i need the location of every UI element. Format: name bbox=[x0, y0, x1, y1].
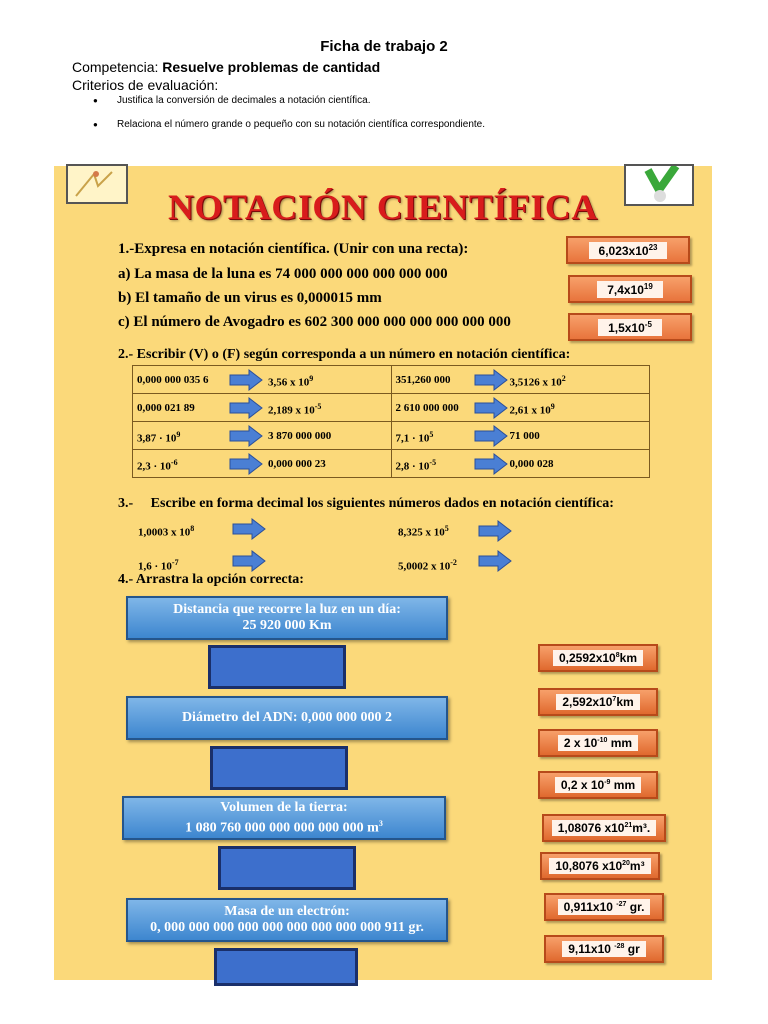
criterio-item: ● Relaciona el número grande o pequeño con su notación científica correspondiente. bbox=[93, 119, 486, 130]
right-arrow-icon bbox=[229, 397, 263, 419]
right-arrow-icon[interactable] bbox=[232, 550, 266, 572]
competencia-value: Resuelve problemas de cantidad bbox=[162, 59, 381, 75]
drag-option[interactable]: 2 x $10^{-10}$ mm bbox=[538, 729, 658, 757]
section1-option[interactable]: $6,023x10^{23}$ bbox=[566, 236, 690, 264]
right-arrow-icon bbox=[229, 369, 263, 391]
right-arrow-icon bbox=[229, 425, 263, 447]
table-cell[interactable]: 0,000 021 89 2,189 x $10^{-5}$ bbox=[133, 394, 392, 422]
drag-option[interactable]: 1,08076 $x10^{21}m^3$. bbox=[542, 814, 666, 842]
right-arrow-icon bbox=[474, 425, 508, 447]
table-row bbox=[133, 394, 650, 422]
table-row bbox=[133, 422, 650, 450]
table-cell[interactable]: 2 610 000 000 2,61 x $10^9$ bbox=[391, 394, 650, 422]
drag-option[interactable]: 9,11x10 $^{-28}$ gr bbox=[544, 935, 664, 963]
section3-heading: 3.- Escribe en forma decimal los siguientes números dados en notación científica: bbox=[118, 496, 614, 511]
table-cell[interactable]: $2,3 \cdot 10^{-6}$ 0,000 000 23 bbox=[133, 450, 392, 478]
poster-title: NOTACIÓN CIENTÍFICA bbox=[168, 187, 598, 227]
section1-heading: 1.-Expresa en notación científica. (Unir con una recta): bbox=[118, 241, 469, 257]
section3-item: 8,325 x $10^5$ bbox=[398, 524, 449, 539]
right-arrow-icon bbox=[474, 397, 508, 419]
right-arrow-icon[interactable] bbox=[478, 520, 512, 542]
section4-heading: 4.- Arrastra la opción correcta: bbox=[118, 572, 304, 587]
drop-slot[interactable] bbox=[210, 746, 348, 790]
right-arrow-icon[interactable] bbox=[478, 550, 512, 572]
drag-option[interactable]: 0,2 x $10^{-9}$ mm bbox=[538, 771, 658, 799]
section2-heading: 2.- Escribir (V) o (F) según corresponda a un número en notación científica: bbox=[118, 347, 571, 362]
worksheet-poster bbox=[54, 166, 712, 980]
worksheet-title: Ficha de trabajo 2 bbox=[320, 38, 448, 55]
section1-option[interactable]: $7,4x10^{19}$ bbox=[568, 275, 692, 303]
section3-item: $1,6 \cdot 10^{-7}$ bbox=[138, 558, 179, 573]
table-cell[interactable]: $3,87 \cdot 10^9$ 3 870 000 000 bbox=[133, 422, 392, 450]
criterios-heading: Criterios de evaluación: bbox=[72, 77, 219, 93]
drag-option[interactable]: $0,2592x10^8km$ bbox=[538, 644, 658, 672]
table-cell[interactable]: $7,1 \cdot 10^5$ 71 000 bbox=[391, 422, 650, 450]
prompt-dna-diameter: Diámetro del ADN: 0,000 000 000 2 bbox=[126, 696, 448, 740]
right-arrow-icon bbox=[474, 369, 508, 391]
vf-table bbox=[132, 365, 650, 478]
drag-option[interactable]: $2,592x10^7km$ bbox=[538, 688, 658, 716]
table-row bbox=[133, 366, 650, 394]
section1-item-c: c) El número de Avogadro es 602 300 000 000 000 000 000 000 bbox=[118, 314, 511, 330]
right-arrow-icon bbox=[474, 453, 508, 475]
table-cell[interactable]: 0,000 000 035 6 3,56 x $10^9$ bbox=[133, 366, 392, 394]
bullet-icon: ● bbox=[93, 120, 98, 129]
right-arrow-icon bbox=[229, 453, 263, 475]
prompt-electron-mass: Masa de un electrón: 0, 000 000 000 000 000 000 000 000 000 911 gr. bbox=[126, 898, 448, 942]
right-arrow-icon[interactable] bbox=[232, 518, 266, 540]
section3-item: 1,0003 x $10^8$ bbox=[138, 524, 195, 539]
section3-item: 5,0002 x $10^{-2}$ bbox=[398, 558, 457, 573]
bullet-icon: ● bbox=[93, 96, 98, 105]
prompt-light-distance: Distancia que recorre la luz en un día: 25 920 000 Km bbox=[126, 596, 448, 640]
prompt-earth-volume: Volumen de la tierra: 1 080 760 000 000 000 000 000 $m^3$ bbox=[122, 796, 446, 840]
table-cell[interactable]: $2,8 \cdot 10^{-5}$ 0,000 028 bbox=[391, 450, 650, 478]
drop-slot[interactable] bbox=[208, 645, 346, 689]
competencia-line bbox=[72, 59, 380, 75]
competencia-label: Competencia: bbox=[72, 59, 159, 75]
section1-item-a: a) La masa de la luna es 74 000 000 000 000 000 000 bbox=[118, 266, 448, 282]
drag-option[interactable]: 0,911x10 $^{-27}$ gr. bbox=[544, 893, 664, 921]
drop-slot[interactable] bbox=[214, 948, 358, 986]
table-row bbox=[133, 450, 650, 478]
drop-slot[interactable] bbox=[218, 846, 356, 890]
section1-item-b: b) El tamaño de un virus es 0,000015 mm bbox=[118, 290, 382, 306]
criterio-item: ● Justifica la conversión de decimales a notación científica. bbox=[93, 95, 371, 106]
section1-option[interactable]: $1,5x10^{-5}$ bbox=[568, 313, 692, 341]
table-cell[interactable]: 351,260 000 3,5126 x $10^2$ bbox=[391, 366, 650, 394]
drag-option[interactable]: 10,8076 $x10^{20}m^3$ bbox=[540, 852, 660, 880]
criterios-list bbox=[93, 95, 485, 133]
